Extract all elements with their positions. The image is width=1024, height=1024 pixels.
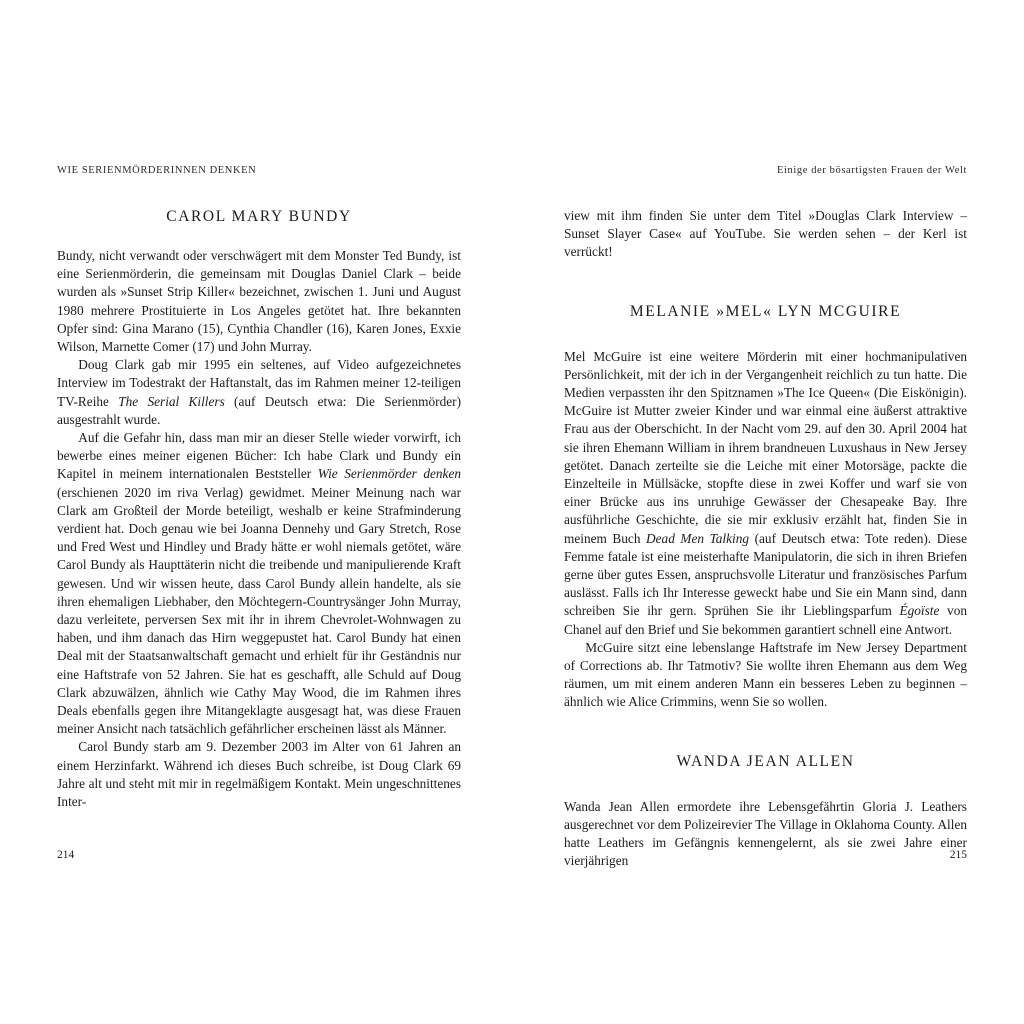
chapter-title-melanie-mcguire: MELANIE »MEL« LYN MCGUIRE	[629, 302, 902, 320]
text-segment: Bundy, nicht verwandt oder verschwägert mit dem Monster Ted Bundy, ist eine Serienmörderin, die gemeinsam mit Douglas Daniel Clark – beide wurden als »Sunset Strip Killer« bezeichnet, zwischen 1. Juni und August 1980 mehrere Prostituierte in Los Angeles getötet hat. Ihre bekannten Opfer sind: Gina Marano (15), Cynthia Chandler (16), Karen Jones, Exxie Wilson, Marnette Comer (17) und John Murray.	[57, 248, 461, 355]
page-right	[564, 0, 967, 1024]
page-right-content	[564, 196, 967, 870]
text-segment: view mit ihm finden Sie unter dem Titel »Douglas Clark Interview – Sunset Slayer Case« auf YouTube. Sie werden sehen – der Kerl ist verrückt!	[564, 208, 967, 260]
text-segment: Wanda Jean Allen ermordete ihre Lebensgefährtin Gloria J. Leathers ausgerechnet vor dem Polizeirevier The Village in Oklahoma County. Allen hatte Leathers im Gefängnis kennengelernt, als sie zwei Jahre einer vierjährigen	[564, 798, 967, 869]
text-segment: Auf die Gefahr hin, dass man mir an dieser Stelle wieder vorwirft, ich bewerbe eines meiner eigenen Bücher: Ich habe Clark und Bundy ein Kapitel in meinem internationalen Beststeller	[57, 430, 461, 482]
text-segment: von Chanel auf den Brief und Sie bekommen garantiert schnell eine Antwort.	[564, 603, 967, 637]
paragraph	[57, 429, 461, 738]
page-left-content	[57, 196, 461, 811]
paragraph	[564, 207, 967, 262]
running-header-left: WIE SERIENMÖRDERINNEN DENKEN	[57, 165, 257, 176]
paragraph	[57, 247, 461, 356]
text-segment-italic: Égoïste	[899, 603, 940, 619]
body-text-continuation	[564, 196, 967, 262]
body-text-melanie-mcguire	[564, 348, 967, 712]
page-number-right: 215	[949, 849, 967, 861]
text-segment: Doug Clark gab mir 1995 ein seltenes, auf Video aufgezeichnetes Interview im Todestrakt der Haftanstalt, das im Rahmen meiner 12-teiligen TV-Reihe	[57, 357, 461, 409]
page-left	[57, 0, 461, 1024]
text-segment-italic: Dead Men Talking	[646, 530, 750, 546]
chapter-title-carol-mary-bundy: CAROL MARY BUNDY	[166, 208, 352, 225]
chapter-title-wanda-jean-allen: WANDA JEAN ALLEN	[676, 752, 855, 770]
text-segment: (auf Deutsch etwa: Die Serienmörder) ausgestrahlt wurde.	[57, 393, 461, 427]
paragraph	[564, 348, 967, 639]
body-text-carol-mary-bundy	[57, 247, 461, 811]
text-segment: McGuire sitzt eine lebenslange Haftstrafe im New Jersey Department of Corrections ab. Ihr Tatmotiv? Sie wollte ihren Ehemann aus dem Weg räumen, um mit einem anderen Mann ein besseres Leben zu beginnen – ähnlich wie Alice Crimmins, wenn Sie so wollen.	[564, 639, 967, 710]
running-header-right: Einige der bösartigsten Frauen der Welt	[776, 165, 967, 176]
paragraph	[564, 639, 967, 712]
page-number-left: 214	[57, 849, 75, 861]
text-segment: Carol Bundy starb am 9. Dezember 2003 im Alter von 61 Jahren an einem Herzinfarkt. Während ich dieses Buch schreibe, ist Doug Clark 69 Jahre alt und steht mit mir in regelmäßigem Kontakt. Mein ungeschnittenes Inter-	[57, 739, 461, 810]
paragraph	[57, 356, 461, 429]
text-segment: (erschienen 2020 im riva Verlag) gewidmet. Meiner Meinung nach war Clark am Großteil der Morde beteiligt, weshalb er keine Strafminderung verdient hat. Doch genau wie bei Joanna Dennehy und Gary Stretch, Rose und Fred West und Hindley und Brady hätte er wohl niemals getötet, wäre Carol Bundy als Haupttäterin nicht die treibende und manipulierende Kraft gewesen. Und wir wissen heute, dass Carol Bundy allein handelte, als sie ihren ehemaligen Liebhaber, den Möchtegern-Countrysänger John Murray, dazu verleitete, perversen Sex mit ihr in ihrem Chevrolet-Wohnwagen zu haben, und ihm danach das Hirn weggepustet hat. Carol Bundy hat einen Deal mit der Staatsanwaltschaft gemacht und erhielt für ihr Geständnis nur eine Haftstrafe von 52 Jahren. Sie hat es geschafft, alle Schuld auf Doug Clark abzuwälzen, ähnlich wie Cathy May Wood, die im Rahmen ihres Deals ebenfalls gegen ihre Mitangeklagte ausgesagt hat, was diese Frauen meiner Ansicht nach tatsächlich gefährlicher erscheinen lässt als Männer.	[57, 484, 461, 737]
text-segment: Mel McGuire ist eine weitere Mörderin mit einer hochmanipulativen Persönlichkeit, mit der ich in der Vergangenheit reichlich zu tun hatte. Die Medien verpassten ihr den Spitznamen »The Ice Queen« (Die Eiskönigin). McGuire ist Mutter zweier Kinder und war einmal eine äußerst attraktive Frau aus der Oberschicht. In der Nacht vom 29. auf den 30. April 2004 hat sie ihren Ehemann William in ihrem brandneuen Luxushaus in New Jersey getötet. Danach zerteilte sie die Leiche mit einer Motorsäge, packte die Einzelteile in Müllsäcke, stopfte diese in zwei Koffer und warf sie von einer Brücke aus ins unruhige Gewässer der Chesapeake Bay. Ihre ausführliche Geschichte, die sie mir exklusiv erzählt hat, finden Sie in meinem Buch	[564, 348, 967, 546]
text-segment-italic: The Serial Killers	[118, 393, 225, 409]
paragraph	[57, 738, 461, 811]
text-segment-italic: Wie Serienmörder denken	[317, 466, 461, 482]
text-segment: (auf Deutsch etwa: Tote reden). Diese Femme fatale ist eine meisterhafte Manipulatorin, die sich in ihren Briefen gerne über gutes Essen, anspruchsvolle Literatur und französisches Parfum auslässt. Falls ich Ihr Interesse geweckt habe und Sie ein Mann sind, dann schreiben Sie ihr gern. Sprühen Sie ihr Lieblingsparfum	[564, 530, 967, 619]
